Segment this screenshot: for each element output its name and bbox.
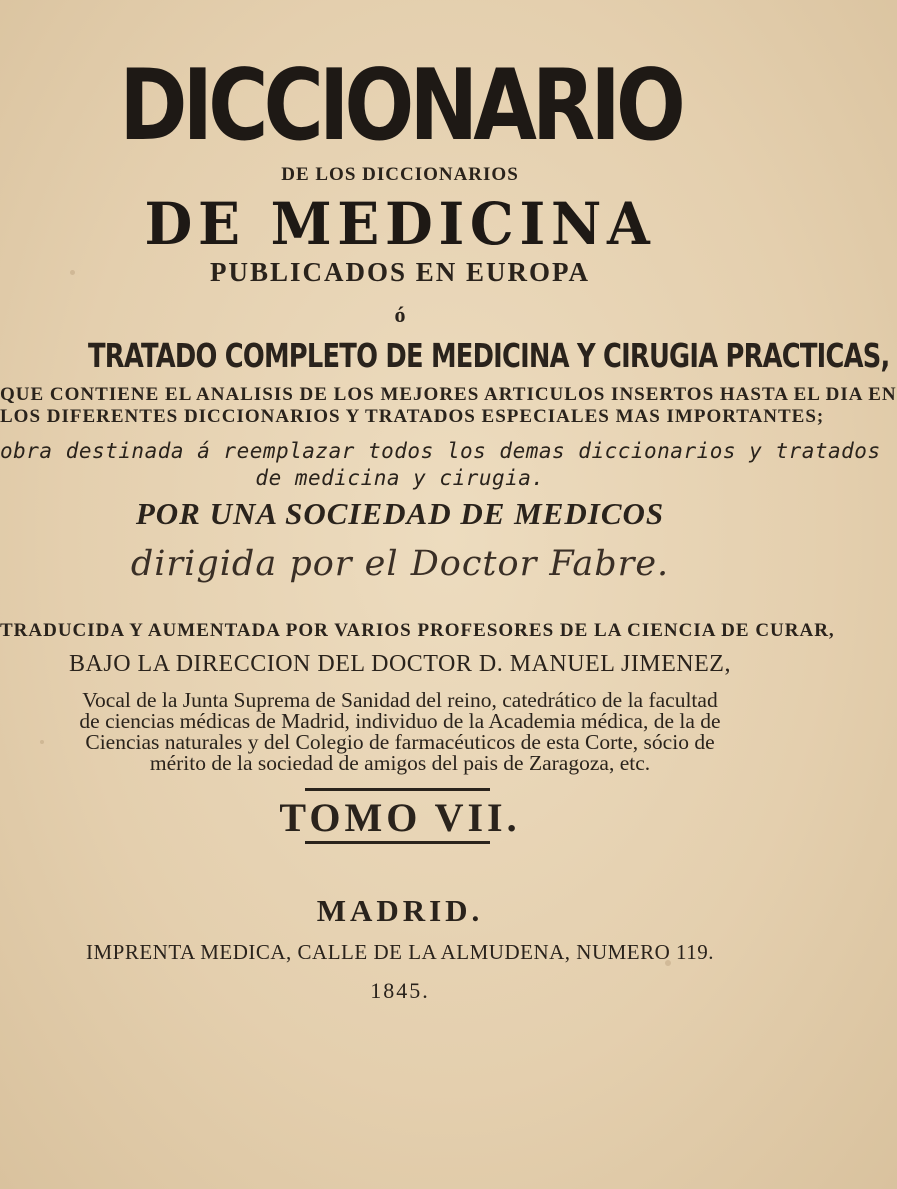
city: MADRID.	[316, 893, 484, 928]
obra-line-2: de medicina y cirugia.	[255, 466, 545, 490]
society-line: POR UNA SOCIEDAD DE MEDICOS	[135, 496, 665, 531]
rule-above-volume	[305, 788, 490, 791]
contains-line-2: LOS DIFERENTES DICCIONARIOS Y TRATADOS ESPECIALES MAS IMPORTANTES;	[0, 406, 825, 427]
obra-line-1: obra destinada á reemplazar todos los demas diccionarios y tratados	[0, 439, 881, 463]
volume-label: TOMO VII.	[279, 795, 521, 840]
direction-line: BAJO LA DIRECCION DEL DOCTOR D. MANUEL JIMENEZ,	[69, 651, 731, 677]
vocal-line-3: Ciencias naturales y del Colegio de farmacéuticos de esta Corte, sócio de	[85, 730, 715, 754]
translated-line: TRADUCIDA Y AUMENTADA POR VARIOS PROFESORES DE LA CIENCIA DE CURAR,	[0, 620, 835, 641]
contains-line-1: QUE CONTIENE EL ANALISIS DE LOS MEJORES ARTICULOS INSERTOS HASTA EL DIA EN	[0, 384, 897, 405]
vocal-line-2: de ciencias médicas de Madrid, individuo de la Academia médica, de la de	[79, 709, 721, 733]
treatise-title: TRATADO COMPLETO DE MEDICINA Y CIRUGIA PRACTICAS,	[88, 336, 890, 375]
vocal-line-4: mérito de la sociedad de amigos del pais de Zaragoza, etc.	[149, 751, 651, 775]
subtitle-gothic: DE MEDICINA	[144, 190, 656, 258]
rule-below-volume	[305, 841, 490, 844]
year: 1845.	[370, 978, 430, 1003]
main-title: DICCIONARIO	[119, 49, 681, 163]
vocal-line-1: Vocal de la Junta Suprema de Sanidad del reino, catedrático de la facultad	[82, 688, 718, 712]
conjunction: ó	[394, 302, 406, 327]
subtitle-small: DE LOS DICCIONARIOS	[281, 164, 519, 185]
published-line: PUBLICADOS EN EUROPA	[209, 257, 591, 287]
directed-by-script: dirigida por el Doctor Fabre.	[130, 544, 670, 584]
press-line: IMPRENTA MEDICA, CALLE DE LA ALMUDENA, NUMERO 119.	[85, 940, 715, 964]
